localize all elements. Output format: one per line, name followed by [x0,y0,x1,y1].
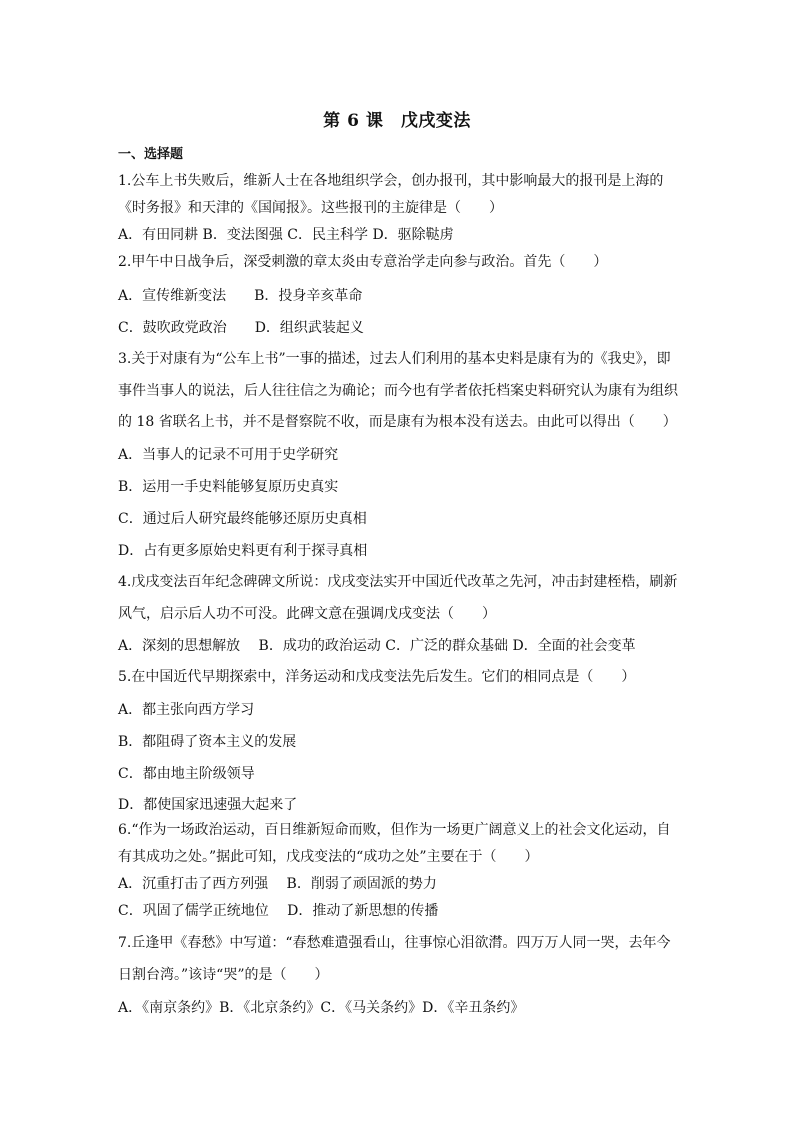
question-7-stem-line-2: 日割台湾。”该诗“哭”的是（ ） [118,967,329,983]
question-5-option-a: A．都主张向西方学习 [118,702,255,718]
question-6-options-ab: A．沉重打击了西方列强 B．削弱了顽固派的势力 [118,876,437,892]
question-2-options-cd: C．鼓吹政党政治 D．组织武装起义 [118,320,364,336]
section-heading: 一、选择题 [118,147,184,162]
question-1-stem-line-1: 1.公车上书失败后，维新人士在各地组织学会，创办报刊，其中影响最大的报刊是上海的 [118,173,664,189]
question-7-stem-line-1: 7.丘逢甲《春愁》中写道：“春愁难遣强看山，往事惊心泪欲潸。四万万人同一哭，去年今 [118,935,671,951]
question-7-options: A．《南京条约》B．《北京条约》C．《马关条约》D．《辛丑条约》 [118,1000,525,1016]
page-title: 第 6 课 戊戌变法 [323,111,471,131]
question-2-stem: 2.甲午中日战争后，深受刺激的章太炎由专意治学走向参与政治。首先（ ） [118,254,608,270]
question-1-options: A．有田同耕 B．变法图强 C．民主科学 D．驱除鞑虏 [118,227,454,243]
question-3-option-c: C．通过后人研究最终能够还原历史真相 [118,511,367,527]
question-3-stem-line-2: 事件当事人的说法，后人往往信之为确论；而今也有学者依托档案史料研究认为康有为组织 [118,383,678,399]
question-6-stem-line-2: 有其成功之处。”据此可知，戊戌变法的“成功之处”主要在于（ ） [118,849,539,865]
question-1-stem-line-2: 《时务报》和天津的《国闻报》。这些报刊的主旋律是（ ） [118,200,503,216]
question-4-stem-line-1: 4.戊戌变法百年纪念碑碑文所说：戊戌变法实开中国近代改革之先河，冲击封建桎梏，刷新 [118,574,678,590]
question-3-option-a: A．当事人的记录不可用于史学研究 [118,447,339,463]
question-5-option-d: D．都使国家迅速强大起来了 [118,797,298,813]
question-5-stem: 5.在中国近代早期探索中，洋务运动和戊戌变法先后发生。它们的相同点是（ ） [118,669,636,685]
question-3-stem-line-3: 的 18 省联名上书，并不是督察院不收，而是康有为根本没有送去。由此可以得出（ ） [118,414,677,430]
question-3-stem-line-1: 3.关于对康有为“公车上书”一事的描述，过去人们利用的基本史料是康有为的《我史》，即 [118,351,671,367]
question-3-option-d: D．占有更多原始史料更有利于探寻真相 [118,543,368,559]
question-6-options-cd: C．巩固了儒学正统地位 D．推动了新思想的传播 [118,903,439,919]
question-2-options-ab: A．宣传维新变法 B．投身辛亥革命 [118,288,363,304]
question-4-options: A．深刻的思想解放 B．成功的政治运动 C．广泛的群众基础 D．全面的社会变革 [118,638,636,654]
question-4-stem-line-2: 风气，启示后人功不可没。此碑文意在强调戊戌变法（ ） [118,606,496,622]
question-5-option-b: B．都阻碍了资本主义的发展 [118,734,297,750]
question-3-option-b: B．运用一手史料能够复原历史真实 [118,479,339,495]
question-5-option-c: C．都由地主阶级领导 [118,766,255,782]
question-6-stem-line-1: 6.“作为一场政治运动，百日维新短命而败，但作为一场更广阔意义上的社会文化运动，自 [118,822,671,838]
